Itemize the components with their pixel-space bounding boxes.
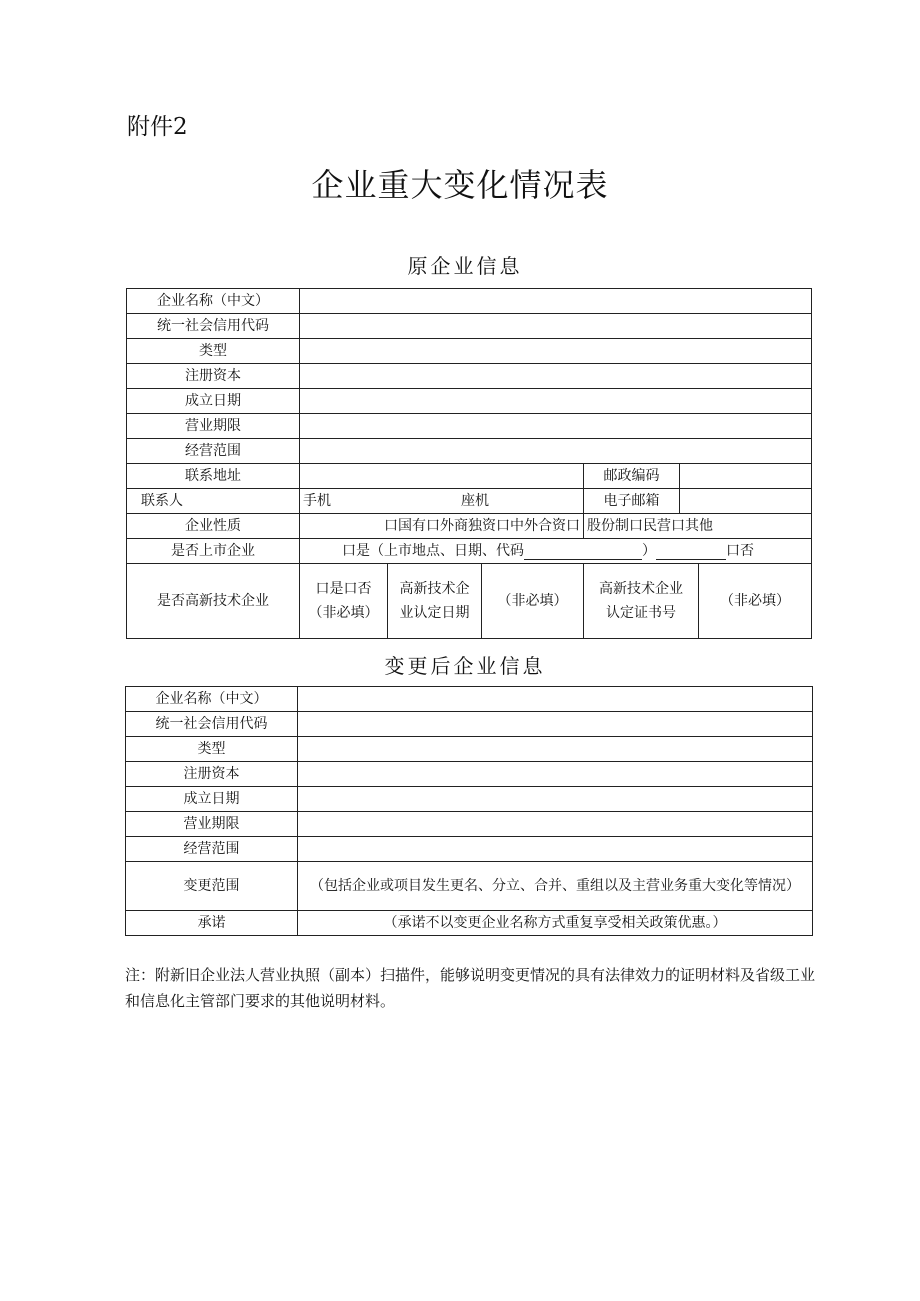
label-landline: 座机: [461, 493, 489, 509]
label-established: 成立日期: [127, 389, 300, 414]
label-new-name: 企业名称（中文）: [126, 687, 298, 712]
changed-info-heading: 变更后企业信息: [384, 654, 546, 678]
input-address[interactable]: [300, 464, 584, 489]
input-credit-code[interactable]: [300, 314, 812, 339]
label-hitech-cert-line1: 高新技术企业: [599, 581, 683, 597]
label-postcode: 邮政编码: [584, 464, 680, 489]
input-new-credit-code[interactable]: [298, 712, 813, 737]
label-new-credit-code: 统一社会信用代码: [126, 712, 298, 737]
input-new-term[interactable]: [298, 812, 813, 837]
label-hitech-cert: [584, 564, 699, 639]
attachment-label: 附件2: [127, 114, 188, 140]
input-term[interactable]: [300, 414, 812, 439]
label-hitech: 是否高新技术企业: [127, 564, 300, 639]
footnote: 注：附新旧企业法人营业执照（副本）扫描件，能够说明变更情况的具有法律效力的证明材料及省级工业和信息化主管部门要求的其他说明材料。: [125, 966, 816, 1010]
label-new-term: 营业期限: [126, 812, 298, 837]
label-new-capital: 注册资本: [126, 762, 298, 787]
input-name[interactable]: [300, 289, 812, 314]
label-listed: 是否上市企业: [127, 539, 300, 564]
label-hitech-date: [388, 564, 482, 639]
label-contact: 联系人: [127, 489, 300, 514]
input-new-capital[interactable]: [298, 762, 813, 787]
label-new-type: 类型: [126, 737, 298, 762]
input-hitech-date[interactable]: （非必填）: [482, 564, 584, 639]
hitech-yesno[interactable]: [300, 564, 388, 639]
listed-yes-option[interactable]: 口是（上市地点、日期、代码: [342, 543, 524, 559]
input-new-established[interactable]: [298, 787, 813, 812]
label-hitech-date-line2: 业认定日期: [399, 605, 470, 621]
label-email: 电子邮箱: [584, 489, 680, 514]
input-established[interactable]: [300, 389, 812, 414]
input-new-name[interactable]: [298, 687, 813, 712]
listed-no-option[interactable]: 口否: [726, 543, 754, 559]
nature-options-2[interactable]: 股份制口民营口其他: [584, 514, 812, 539]
label-new-established: 成立日期: [126, 787, 298, 812]
input-new-type[interactable]: [298, 737, 813, 762]
label-name: 企业名称（中文）: [127, 289, 300, 314]
label-address: 联系地址: [127, 464, 300, 489]
label-hitech-date-line1: 高新技术企: [399, 581, 470, 597]
label-new-scope: 经营范围: [126, 837, 298, 862]
label-scope: 经营范围: [127, 439, 300, 464]
label-term: 营业期限: [127, 414, 300, 439]
label-credit-code: 统一社会信用代码: [127, 314, 300, 339]
contact-phones[interactable]: [300, 489, 584, 514]
label-type: 类型: [127, 339, 300, 364]
label-nature: 企业性质: [127, 514, 300, 539]
input-commitment[interactable]: （承诺不以变更企业名称方式重复享受相关政策优惠。）: [298, 911, 813, 936]
changed-info-table: [125, 686, 813, 936]
input-change-scope[interactable]: （包括企业或项目发生更名、分立、合并、重组以及主营业务重大变化等情况）: [298, 862, 813, 911]
hitech-optional-note: （非必填）: [308, 605, 379, 621]
label-mobile: 手机: [303, 493, 331, 509]
page-title: 企业重大变化情况表: [311, 166, 609, 204]
input-capital[interactable]: [300, 364, 812, 389]
original-info-table: [126, 288, 812, 639]
input-new-scope[interactable]: [298, 837, 813, 862]
label-hitech-cert-line2: 认定证书号: [606, 605, 676, 621]
input-email[interactable]: [680, 489, 812, 514]
original-info-heading: 原企业信息: [407, 254, 523, 278]
input-scope[interactable]: [300, 439, 812, 464]
input-type[interactable]: [300, 339, 812, 364]
listed-options[interactable]: [300, 539, 812, 564]
listed-close-paren: ）: [642, 543, 656, 559]
label-capital: 注册资本: [127, 364, 300, 389]
hitech-yesno-options[interactable]: 口是口否: [315, 581, 372, 597]
nature-options-1[interactable]: 口国有口外商独资口中外合资口: [300, 514, 584, 539]
input-hitech-cert[interactable]: （非必填）: [699, 564, 812, 639]
label-change-scope: 变更范围: [126, 862, 298, 911]
input-postcode[interactable]: [680, 464, 812, 489]
label-commitment: 承诺: [126, 911, 298, 936]
